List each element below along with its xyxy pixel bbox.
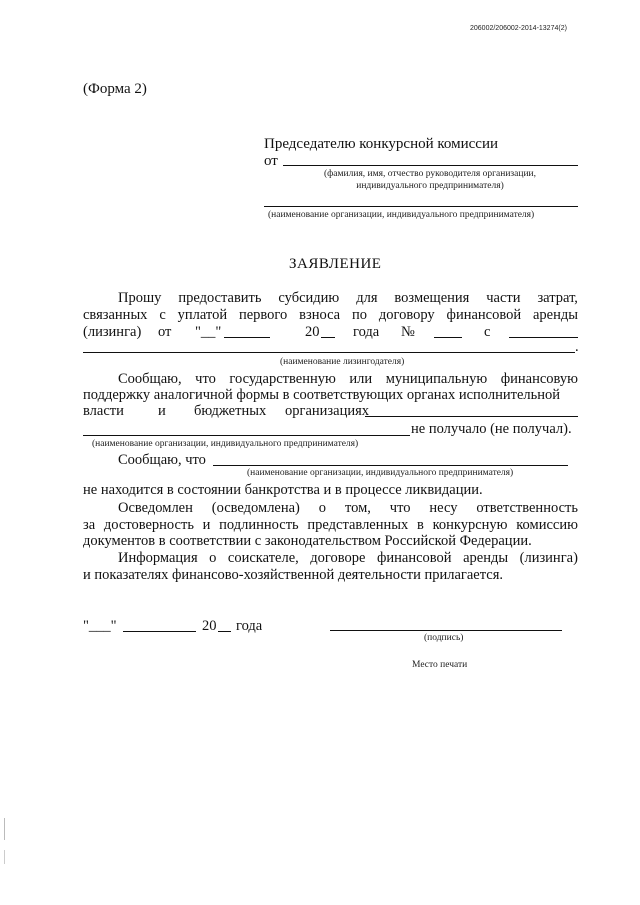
para2-vlasti: власти bbox=[83, 403, 124, 419]
word: аренды bbox=[532, 307, 578, 323]
para1-line2 bbox=[83, 306, 578, 324]
word: для bbox=[356, 290, 378, 306]
word: что bbox=[389, 500, 411, 516]
word: Прошу bbox=[118, 290, 162, 306]
caption-head-name-2: индивидуального предпринимателя) bbox=[356, 181, 504, 191]
word: и bbox=[202, 517, 211, 533]
word: что bbox=[195, 371, 216, 387]
addressee-line: Председателю конкурсной комиссии bbox=[264, 136, 499, 152]
para2-orgs: организациях bbox=[285, 403, 370, 419]
caption-para3-org: (наименование организации, индивидуального предпринимателя) bbox=[247, 468, 514, 478]
word: соискателе, bbox=[227, 550, 299, 566]
from-label: от bbox=[264, 153, 278, 169]
caption-org-name: (наименование организации, индивидуального предпринимателя) bbox=[268, 210, 535, 220]
word: комиссию bbox=[516, 517, 578, 533]
para1-s: с bbox=[484, 324, 491, 340]
word: Информация bbox=[118, 550, 198, 566]
word: представленных bbox=[307, 517, 409, 533]
word: ответственность bbox=[476, 500, 578, 516]
word: том, bbox=[344, 500, 371, 516]
para3-org-blank bbox=[213, 465, 568, 466]
para1-dot: . bbox=[575, 339, 579, 355]
para1-line1 bbox=[118, 289, 578, 307]
para2-org-blank-1 bbox=[365, 416, 578, 417]
word: по bbox=[352, 307, 368, 323]
word: несу bbox=[429, 500, 458, 516]
para1-number-sign: № bbox=[401, 324, 415, 340]
word: достоверность bbox=[103, 517, 194, 533]
caption-lessor: (наименование лизингодателя) bbox=[280, 357, 405, 367]
para5-line2: и показателях финансово-хозяйственной деятельности прилагается. bbox=[83, 567, 503, 583]
para3-line2: не находится в состоянии банкротства и в процессе ликвидации. bbox=[83, 482, 483, 498]
word: (лизинга) bbox=[519, 550, 578, 566]
word: (осведомлена) bbox=[211, 500, 300, 516]
word: затрат, bbox=[537, 290, 578, 306]
form-label: (Форма 2) bbox=[83, 81, 147, 97]
date-goda: года bbox=[236, 618, 263, 634]
word: уплатой bbox=[177, 307, 228, 323]
para2-org-blank-2 bbox=[83, 435, 410, 436]
word: о bbox=[209, 550, 217, 566]
word: с bbox=[159, 307, 166, 323]
scan-edge-mark bbox=[4, 850, 5, 864]
date-day-quote: "___" bbox=[83, 618, 117, 634]
para1-lizing: (лизинга) bbox=[83, 324, 142, 340]
para5-line1 bbox=[118, 549, 578, 567]
word: в bbox=[416, 517, 424, 533]
signature-caption: (подпись) bbox=[424, 633, 464, 643]
date-month-blank bbox=[123, 631, 196, 632]
word: аренды bbox=[463, 550, 509, 566]
caption-head-name-1: (фамилия, имя, отчество руководителя организации, bbox=[323, 169, 536, 179]
para2-not-received: не получало (не получал). bbox=[411, 421, 572, 437]
word: первого bbox=[238, 307, 288, 323]
stamp-place-label: Место печати bbox=[412, 660, 468, 670]
word: за bbox=[83, 517, 96, 533]
lessor-blank-1 bbox=[509, 337, 578, 338]
word: финансовую bbox=[500, 371, 578, 387]
lessor-blank-2 bbox=[83, 352, 575, 353]
word: финансовой bbox=[446, 307, 522, 323]
para4-line3: документов в соответствии с законодательством Российской Федерации. bbox=[83, 533, 532, 549]
from-blank-line bbox=[283, 165, 578, 166]
word: или bbox=[349, 371, 373, 387]
para2-budget: бюджетных bbox=[194, 403, 267, 419]
caption-para2-org: (наименование организации, индивидуального предпринимателя) bbox=[92, 439, 359, 449]
para2-i: и bbox=[158, 403, 166, 419]
word: предоставить bbox=[178, 290, 262, 306]
org-blank-line bbox=[264, 206, 578, 207]
para3-start: Сообщаю, что bbox=[118, 452, 206, 468]
para1-ot: от bbox=[158, 324, 172, 340]
word: взноса bbox=[299, 307, 341, 323]
para1-day-quote: "__" bbox=[195, 324, 222, 340]
contract-year-blank bbox=[321, 337, 335, 338]
document-title: ЗАЯВЛЕНИЕ bbox=[289, 256, 382, 272]
para4-line1 bbox=[118, 499, 578, 517]
word: договору bbox=[378, 307, 435, 323]
document-id: 206002/206002-2014-13274(2) bbox=[470, 25, 567, 32]
word: субсидию bbox=[278, 290, 340, 306]
word: государственную bbox=[229, 371, 336, 387]
word: Осведомлен bbox=[118, 500, 193, 516]
word: связанных bbox=[83, 307, 148, 323]
word: части bbox=[486, 290, 521, 306]
word: финансовой bbox=[376, 550, 452, 566]
word: Сообщаю, bbox=[118, 371, 182, 387]
word: возмещения bbox=[394, 290, 470, 306]
para1-20: 20 bbox=[305, 324, 320, 340]
para2-line2: поддержку аналогичной формы в соответствующих органах исполнительной bbox=[83, 387, 561, 403]
contract-number-blank bbox=[434, 337, 462, 338]
scan-edge-mark bbox=[4, 818, 5, 840]
word: конкурсную bbox=[432, 517, 508, 533]
date-20: 20 bbox=[202, 618, 217, 634]
word: о bbox=[318, 500, 327, 516]
date-year-blank bbox=[218, 631, 231, 632]
signature-line bbox=[330, 630, 562, 631]
word: муниципальную bbox=[385, 371, 488, 387]
word: подлинность bbox=[219, 517, 299, 533]
word: договоре bbox=[310, 550, 366, 566]
para1-goda: года bbox=[353, 324, 380, 340]
contract-month-blank bbox=[224, 337, 270, 338]
